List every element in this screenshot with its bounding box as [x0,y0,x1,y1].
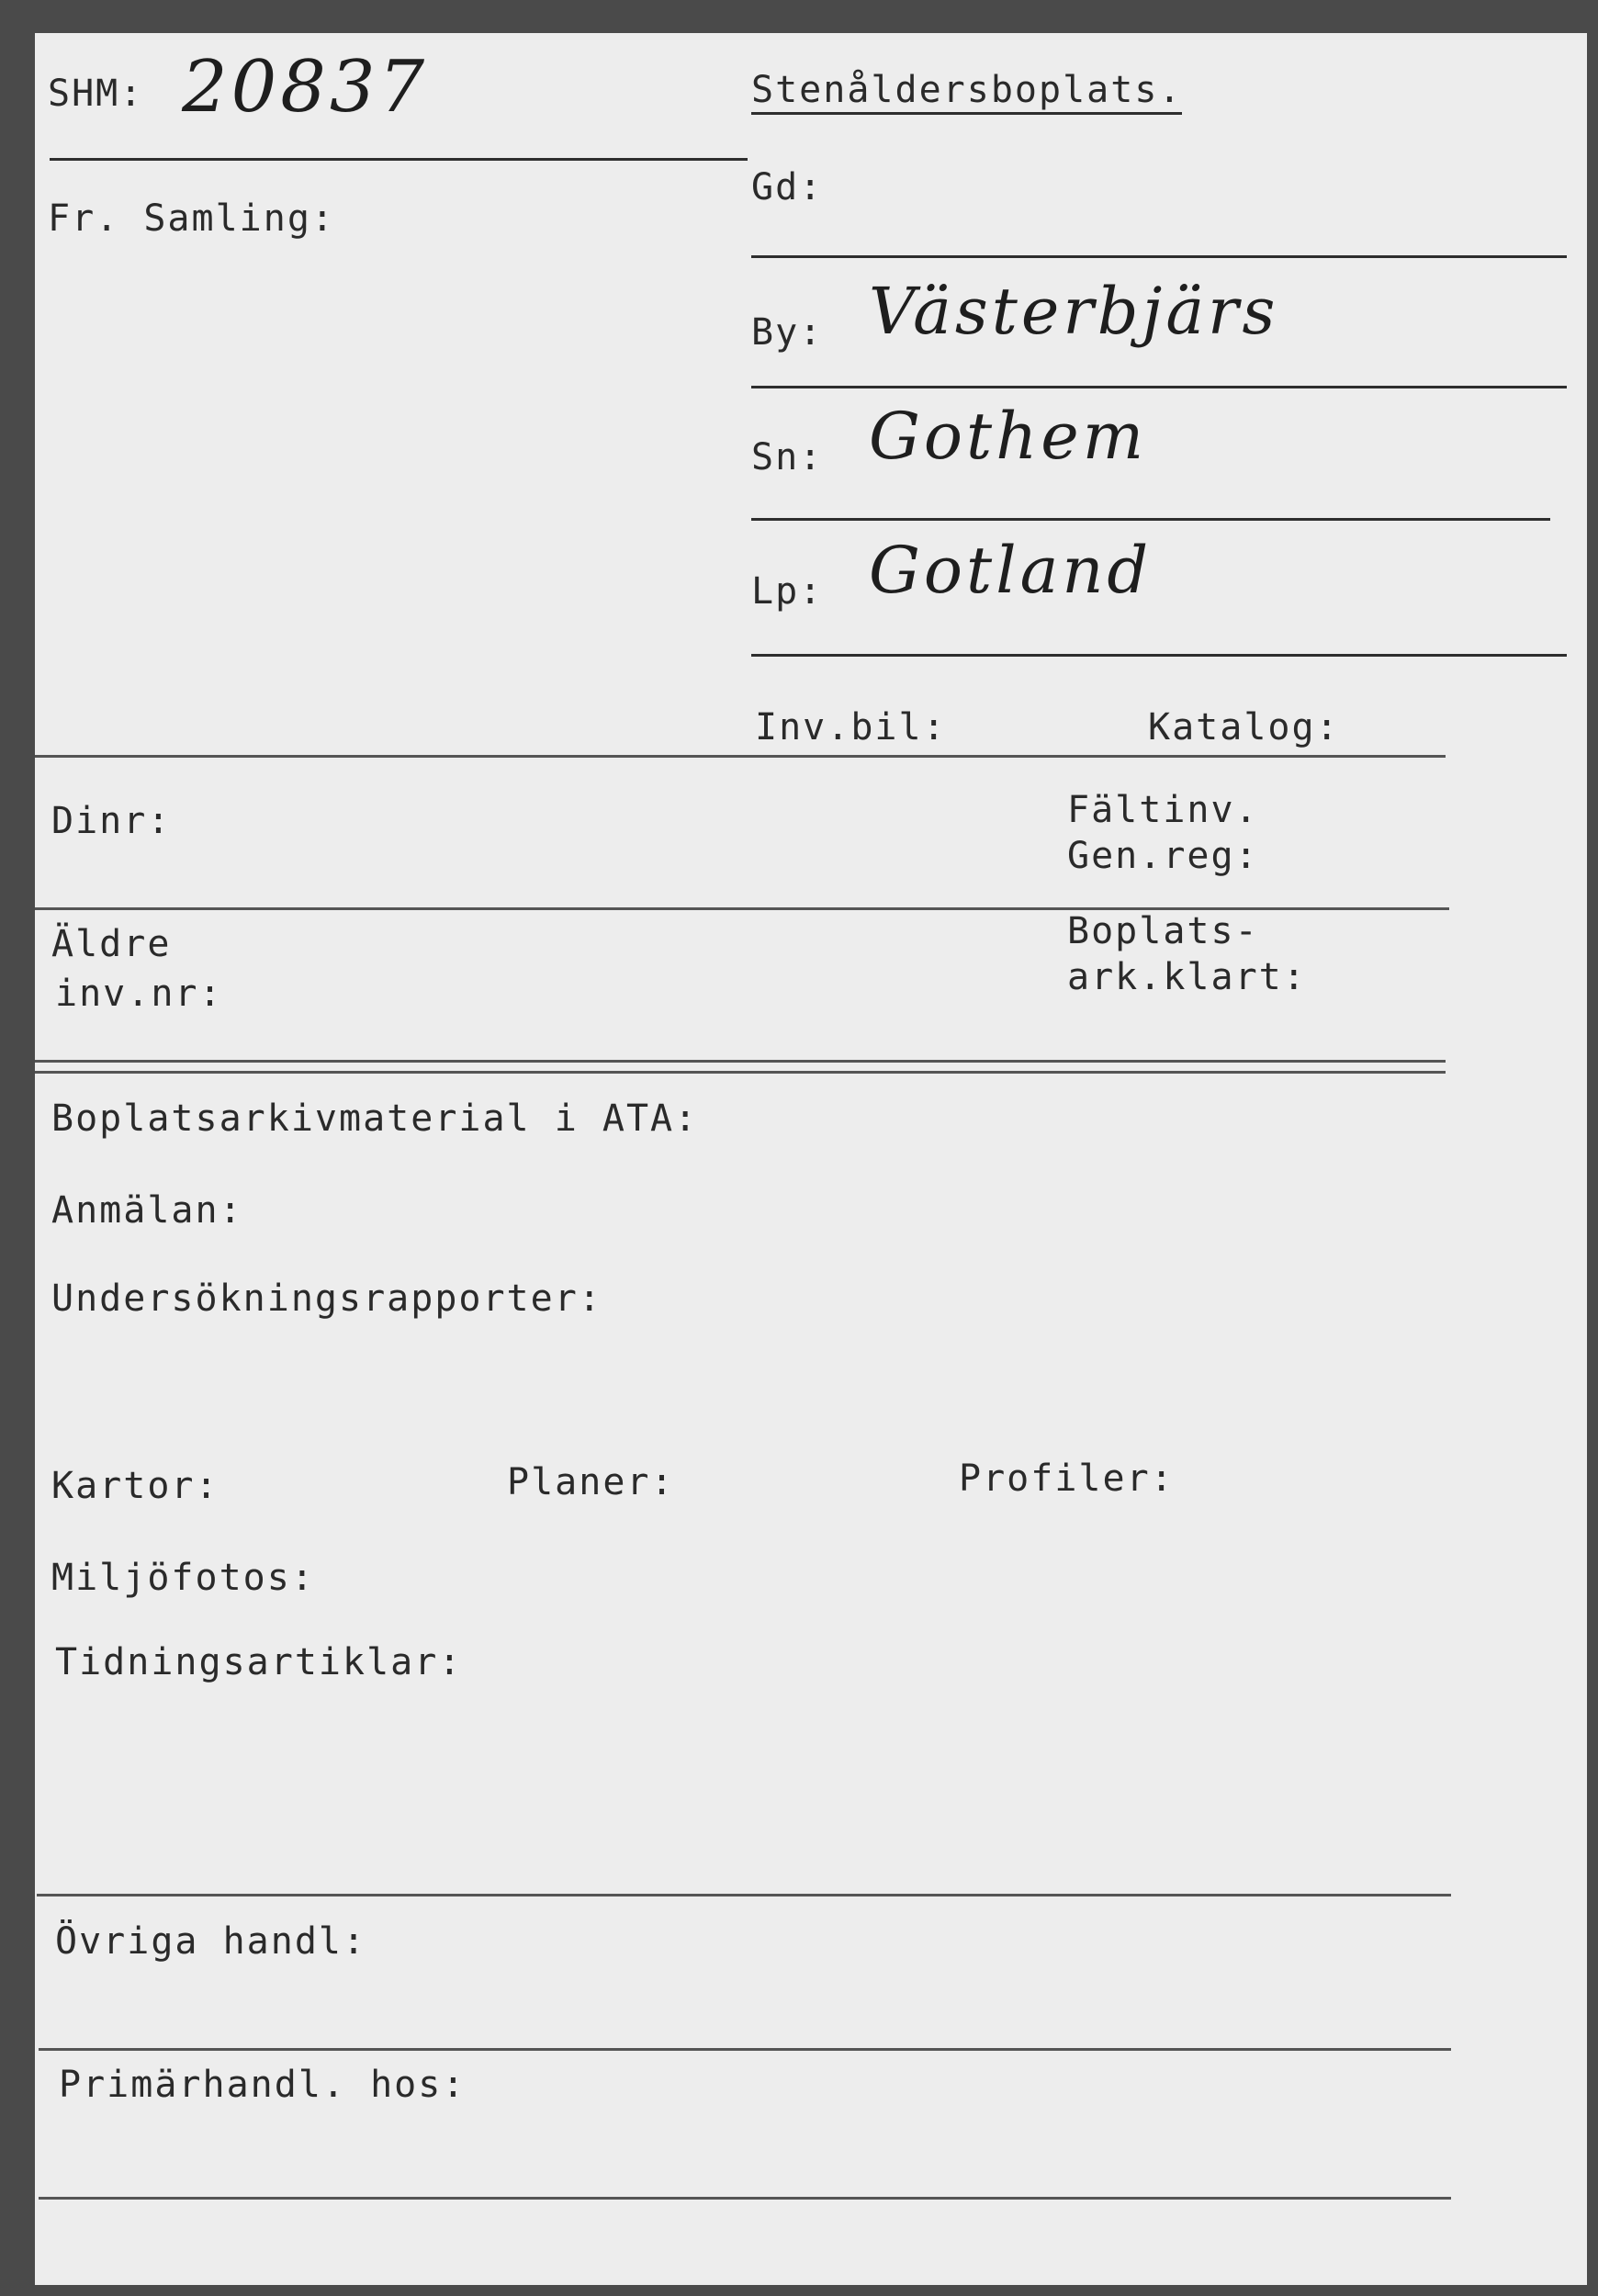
divider [35,1060,1446,1063]
by-value: Västerbjärs [869,274,1279,349]
faltinv-label: Fältinv. [1067,789,1259,831]
lp-value: Gotland [869,533,1153,608]
divider [35,1071,1446,1074]
gen-reg-label: Gen.reg: [1067,835,1259,877]
by-label: By: [751,311,824,354]
catalog-card [35,33,1587,2285]
site-type: Stenåldersboplats. [751,72,1182,115]
sn-value: Gothem [869,399,1148,474]
katalog-label: Katalog: [1148,706,1340,748]
sn-label: Sn: [751,436,824,478]
primar-label: Primärhandl. hos: [59,2064,467,2106]
shm-number: 20837 [182,46,429,129]
aldre-label: Äldre [51,923,172,965]
divider [37,1894,1451,1896]
kartor-label: Kartor: [51,1465,219,1507]
gd-label: Gd: [751,166,824,208]
profiler-label: Profiler: [959,1458,1175,1500]
divider [39,2048,1451,2051]
dinr-label: Dinr: [51,800,172,842]
ark-klart-label: ark.klart: [1067,956,1307,998]
fr-samling-label: Fr. Samling: [48,197,335,240]
archive-heading: Boplatsarkivmaterial i ATA: [51,1097,699,1140]
divider [39,2197,1451,2200]
divider [50,158,748,161]
divider [751,386,1567,388]
shm-label: SHM: [48,73,144,115]
divider [751,255,1567,258]
divider [751,518,1550,521]
divider [751,654,1567,657]
divider [35,755,1446,758]
planer-label: Planer: [507,1461,675,1503]
tidning-label: Tidningsartiklar: [55,1641,463,1683]
undersokning-label: Undersökningsrapporter: [51,1277,602,1320]
inv-nr-label: inv.nr: [55,973,223,1015]
lp-label: Lp: [751,570,824,613]
miljofotos-label: Miljöfotos: [51,1557,315,1599]
inv-bil-label: Inv.bil: [755,706,947,748]
ovriga-label: Övriga handl: [55,1920,367,1963]
boplats-label: Boplats- [1067,910,1259,952]
anmalan-label: Anmälan: [51,1189,243,1232]
